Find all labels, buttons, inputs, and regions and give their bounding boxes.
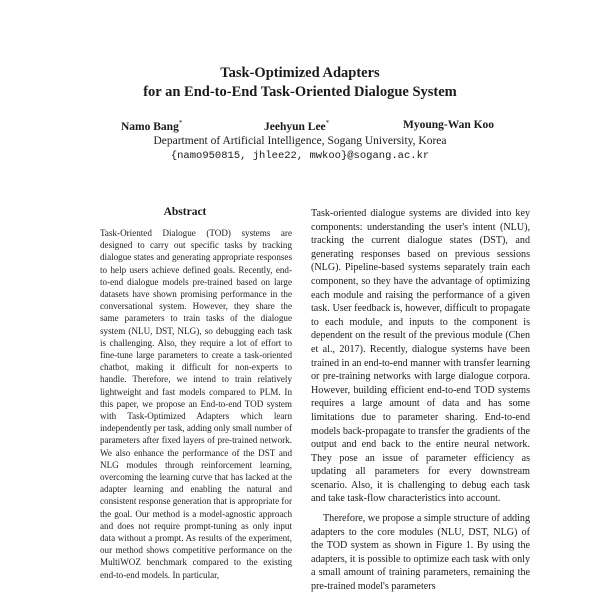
author-name: Namo Bang bbox=[121, 120, 179, 133]
introduction-column bbox=[311, 207, 530, 594]
affiliation: Department of Artificial Intelligence, Sogang University, Korea bbox=[153, 135, 447, 147]
title-line-1: Task-Optimized Adapters bbox=[220, 65, 380, 81]
author-name: Myoung-Wan Koo bbox=[403, 119, 495, 131]
title-line-2: for an End-to-End Task-Oriented Dialogue System bbox=[143, 84, 457, 100]
author-mark: * bbox=[325, 119, 330, 127]
author-3 bbox=[403, 119, 494, 131]
author-1 bbox=[121, 119, 182, 133]
author-emails: {namo950815, jhlee22, mwkoo}@sogang.ac.kr bbox=[170, 150, 430, 162]
intro-paragraph-1: Task-oriented dialogue systems are divided into key components: understanding the user's intent (NLU), tracking the current dialogue states (DST), and generating responses based on previous sessions (NLG). Pipeline-based systems separately train each component, so they have the advantage of optimizing each module and raising the performance of a given task. User feedback is, however, difficult to propagate to each module, and inputs to the component is dependent on the result of the previous module (Chen et al., 2017). Recently, dialogue systems have been trained in an end-to-end manner with transfer learning or pre-training networks with large dialogue corpora. However, building efficient end-to-end TOD systems requires a large amount of data and has some limitations due to parameter sharing. End-to-end models back-propagate to transfer the gradients of the output and end back to the entire neural network. They pose an issue of parameter efficiency as updating all parameters for every downstream scenario. Also, it is challenging to debug each task and take task-flow characteristics into account. bbox=[311, 208, 530, 505]
author-2 bbox=[264, 119, 329, 133]
author-name: Jeehyun Lee bbox=[264, 120, 326, 133]
intro-paragraph-2: Therefore, we propose a simple structure of adding adapters to the core modules (NLU, DST, NLG) of the TOD system as shown in Figure 1. By using the adapters, it is possible to optimize each task with only a small amount of training parameters, remaining the pre-trained model's parameters bbox=[311, 513, 530, 593]
abstract-body: Task-Oriented Dialogue (TOD) systems are designed to carry out specific tasks by tracking dialogue states and generating appropriate responses to help users achieve defined goals. Recently, end-to-end dialogue models pre-trained based on large datasets have shown promising performance in the conversational system. However, they share the same parameters to train tasks of the dialogue system (NLU, DST, NLG), so debugging each task is challenging. Also, they require a lot of effort to fine-tune large parameters to create a task-oriented chatbot, making it difficult for non-experts to handle. Therefore, we intend to train relatively lightweight and fast models compared to PLM. In this paper, we propose an End-to-end TOD system with Task-Optimized Adapters which learn independently per task, adding only small number of parameters after fixed layers of pre-trained network. We also enhance the performance of the DST and NLG modules through reinforcement learning, overcoming the learning curve that has lacked at the adapter learning and enabling the natural and consistent response generation that is appropriate for the goal. Our method is a model-agnostic approach and does not require prompt-tuning as only input data without a prompt. As results of the experiment, our method shows competitive performance on the MultiWOZ benchmark compared to the existing end-to-end models. In particular, bbox=[100, 228, 292, 580]
paper-title bbox=[0, 64, 600, 102]
abstract-heading: Abstract bbox=[163, 206, 207, 218]
author-list bbox=[0, 119, 600, 135]
author-mark: * bbox=[178, 119, 183, 127]
